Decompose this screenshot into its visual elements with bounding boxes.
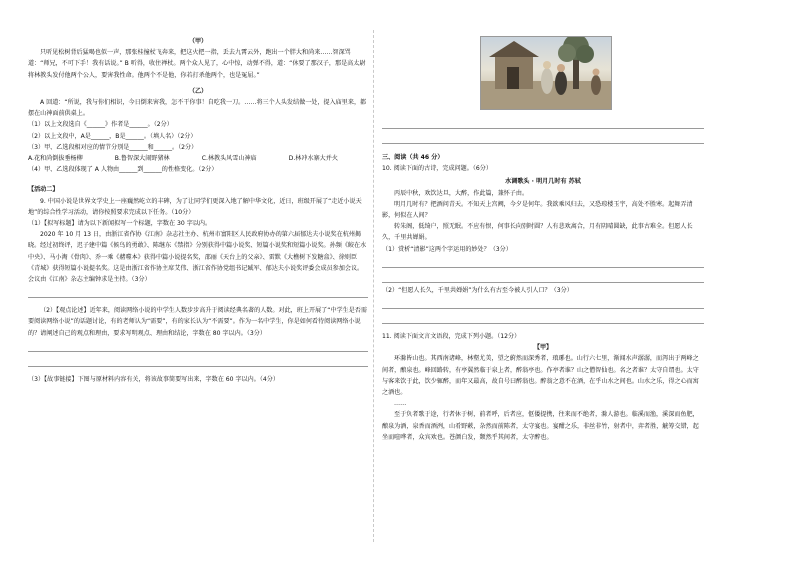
yi-passage: A 回道：“所说，我与你们相识，今日倒来害我，怎不干你事！自吃我一刀。……将三个人头发结做一处，提入庙里来，都摆在山神面前供桌上。 xyxy=(28,99,367,118)
news-passage: 2020 年 10 月 13 日，由浙江省作协《江南》杂志社主办、杭州市富阳区人民政府协办的第六届郁达夫小说奖在杭州揭晓。经过初终评，迟子建中篇《候鸟的勇敢》、陈继东《禁指》分别获得中篇小说奖、短篇小说奖和短篇小说奖。孙频《鲛在水中央》、马小淘《骨肉》、乔一乘《赭噬本》获得中篇小说提名奖，邵丽《天台上的父亲》、雷默《大樵树下发糖盒》、徐则臣《青城》获得短篇小说提名奖。这是由浙江省作协主席艾伟、浙江省作协党组书记臧军、郁达夫小说奖评委会成员参加会议。会议由《江南》杂志主编钟求是主持。（3分） xyxy=(28,231,367,284)
answer-line[interactable] xyxy=(382,270,704,283)
column-divider xyxy=(373,30,374,542)
question-9-intro: 9. 中国小说是世界文学史上一座巍然屹立的丰碑，为了让同学们更深入地了解中华文化，近日，班级开展了“走近小说天地”的综合性学习活动，请你按照要求完成以下任务。（10分） xyxy=(28,197,362,216)
option-c: C.林教头风雪山神庙 xyxy=(201,155,257,163)
wenyan-jia-label: 【甲】 xyxy=(533,344,553,352)
poem-stanza-1: 明月几时有？把酒问青天。不知天上宫阙，今夕是何年。我欲乘风归去，又恐琼楼玉宇，高处不胜寒。起舞弄清影，何似在人间？ xyxy=(382,200,693,220)
option-b: B.鲁智深大闹野猪林 xyxy=(114,155,170,163)
answer-line[interactable] xyxy=(28,354,368,367)
question-9-3: （3）【故事链接】下图与原材料内容有关，将该故事简要写出来，字数在 60 字以内。（4分） xyxy=(28,375,279,383)
answer-line[interactable] xyxy=(382,255,704,268)
right-column xyxy=(382,36,704,443)
option-a: A.花和尚倒拔垂杨柳 xyxy=(28,155,83,163)
poem-preface: 丙辰中秋，欢饮达旦，大醉，作此篇，兼怀子由。 xyxy=(394,189,529,197)
yi-title: （乙） xyxy=(188,87,208,95)
wenyan-passage-2: 至于负者歌于途，行者休于树，前者呼，后者应，伛偻提携，往来而不绝者，滁人游也。临溪而渔，溪深而鱼肥，酿泉为酒，泉香而酒洌，山肴野蔌，杂然而前陈者，太守宴也。宴酣之乐，非丝非竹，射者中，弈者胜，觥筹交错，起坐而喧哗者，众宾欢也。苍颜白发，颓然乎其间者，太守醉也。 xyxy=(382,411,699,441)
poem-title xyxy=(382,176,704,187)
section-three-title: 三、阅读（共 46 分） xyxy=(382,154,444,161)
left-column xyxy=(28,36,368,385)
question-8-4: （4）甲、乙选段体现了 A 人物由______到______的性格变化。（2分） xyxy=(28,166,218,174)
answer-line[interactable] xyxy=(382,311,704,324)
option-d: D.林冲水寨大并火 xyxy=(288,155,338,163)
answer-line[interactable] xyxy=(382,131,704,144)
jia-passage: 只听见松树背后猛喝也似一声，那张桂撞杖飞奔来，把这火把一指，丢去九霄云外，跑出一个胖大和尚来……智深骂道：“师兄，不可下手！我有话说。” B 听得，收住禅杖。两个众人见了，心中惊，动弹不得，道：“休要了那汉子，那是高太尉将林教头发付他两个公人，要害我性命。他两个不是他，你若打杀他两个，也是冤屈。” xyxy=(28,49,366,79)
answer-options xyxy=(28,153,368,164)
wenyan-passage-1: 环滁皆山也。其西南诸峰，林壑尤美，望之蔚然而深秀者，琅琊也。山行六七里，渐闻水声潺潺，而泻出于两峰之间者，酿泉也。峰回路转，有亭翼然临于泉上者，醉翁亭也。作亭者谁？山之僧智仙也。名之者谁？太守自谓也。太守与客来饮于此，饮少辄醉，而年又最高，故自号曰醉翁也。醉翁之意不在酒，在乎山水之间也。山水之乐，得之心而寓之酒也。 xyxy=(382,355,699,397)
question-10-1: （1）赏析“清影”这两个字运用的妙处？（3分） xyxy=(382,245,512,253)
activity-two-title: 【活动二】 xyxy=(28,186,59,194)
question-8-2: （2）以上文段中，A是______，B是______。（填人名）（2分） xyxy=(28,132,197,140)
question-8-1: （1）以上文段选自《______》作者是______。（2分） xyxy=(28,121,173,129)
illustration-icon xyxy=(481,37,611,109)
poem-author: 苏轼 xyxy=(568,178,581,186)
wenyan-ellipsis: …… xyxy=(394,400,407,408)
poem-stanza-2: 转朱阁，低绮户，照无眠。不应有恨，何事长向别时圆？人有悲欢离合，月有阴晴圆缺，此事古难全。但愿人长久，千里共婵娟。 xyxy=(382,223,693,242)
jia-title: （甲） xyxy=(188,38,208,45)
question-10-2: （2）“但愿人长久，千里共婵娟”为什么有古至今被人引人口？（3分） xyxy=(382,286,573,294)
answer-line[interactable] xyxy=(382,296,704,309)
answer-line[interactable] xyxy=(382,116,704,129)
question-9-1: （1）【拟写标题】请为以下新闻拟写一个标题，字数在 30 字以内。 xyxy=(28,220,212,228)
answer-line[interactable] xyxy=(28,339,368,352)
question-8-3: （3）甲、乙选段相对应的情节分别是______和______。（2分） xyxy=(28,143,198,151)
answer-line[interactable] xyxy=(28,285,368,298)
question-9-2: （2）【观点论述】近年来，阅读网络小说的中学生人数步步高升于阅读经典名著的人数。对此，班上开展了“中学生是否需要阅读网络小说”的话题讨论，有的老师认为“需要”，有的家长认为“不需要”。作为一名中学生，你是如何看待阅读网络小说的？请阐述自己的观点和理由，要求写明观点、理由和结论，字数在 80 字以内。（3分） xyxy=(28,307,367,337)
question-10: 10. 阅读下面的古诗，完成问题。（6分） xyxy=(382,165,492,173)
question-11: 11. 阅读下面文言文语段，完成下列小题。（12分） xyxy=(382,333,521,341)
story-illustration xyxy=(480,36,612,110)
poem-title-text: 水调歌头 · 明月几时有 xyxy=(505,178,567,186)
